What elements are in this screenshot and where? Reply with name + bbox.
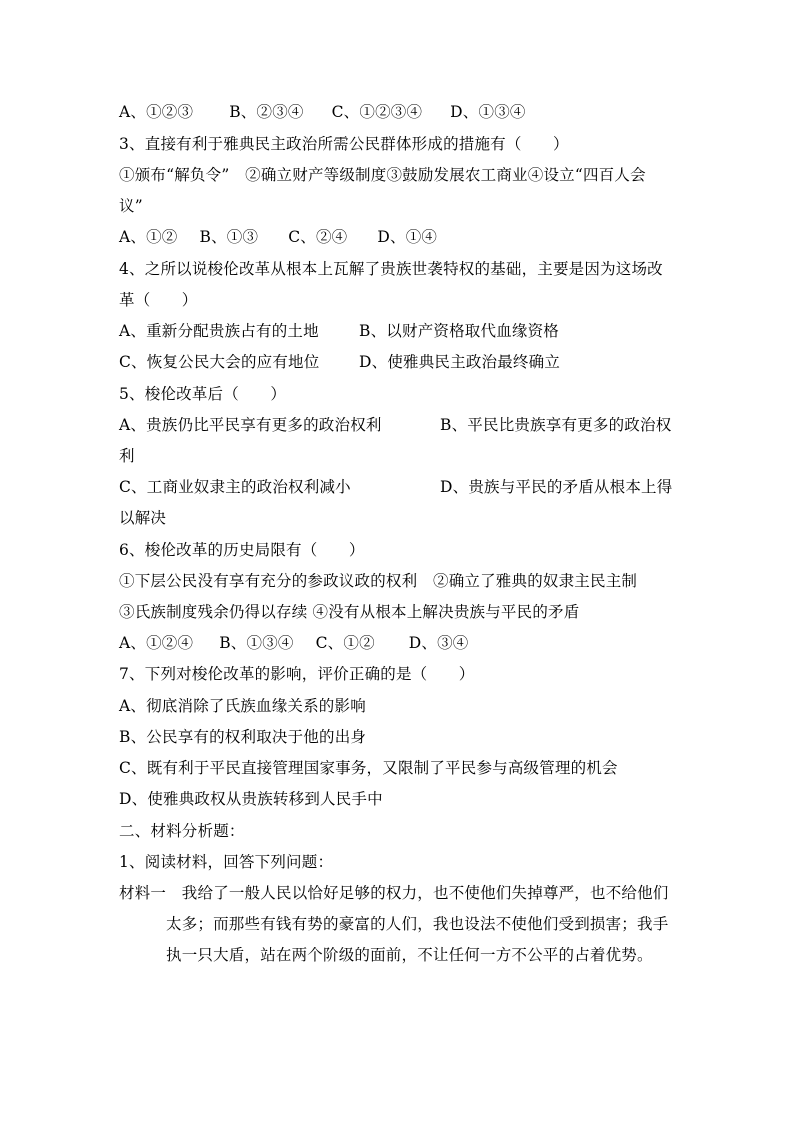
q3-options-row [119,227,437,247]
section2-title: 二、材料分析题： [119,822,245,840]
q6-items-line1: ①下层公民没有享有充分的参政议政的权利 ②确立了雅典的奴隶主民主制 [119,572,638,590]
q5-option-d-wrap: 以解决 [119,509,167,527]
q4-stem-line2: 革（ ） [119,291,198,309]
q4-option-d: D、使雅典民主政治最终确立 [359,353,561,371]
q3-option-c: C、②④ [288,228,348,246]
q5-options-row1 [119,415,672,435]
q3-option-a: A、①② [119,228,178,246]
q2-options-row [119,102,526,122]
q4-options-row2 [119,352,561,372]
q6-items-line2: ③氏族制度残余仍得以存续 ④没有从根本上解决贵族与平民的矛盾 [119,603,580,621]
q5-option-b-wrap: 利 [119,447,135,465]
q7-option-b: B、公民享有的权利取决于他的出身 [119,728,367,746]
material1-line1: 材料一 我给了一般人民以恰好足够的权力，也不使他们失掉尊严，也不给他们 [119,884,669,902]
section2-q1-stem: 1、阅读材料，回答下列问题： [119,853,334,871]
q7-option-a: A、彻底消除了氏族血缘关系的影响 [119,697,366,715]
q7-option-c: C、既有利于平民直接管理国家事务，又限制了平民参与高级管理的机会 [119,759,618,777]
q6-stem: 6、梭伦改革的历史局限有（ ） [119,541,365,559]
q4-option-c: C、恢复公民大会的应有地位 [119,353,320,371]
q6-option-a: A、①②④ [119,634,194,652]
q2-option-a: A、①②③ [119,103,194,121]
q3-items-line1: ①颁布“解负令” ②确立财产等级制度③鼓励发展农工商业④设立“四百人会 [119,166,646,184]
q2-option-b: B、②③④ [229,103,304,121]
q4-option-b: B、以财产资格取代血缘资格 [359,322,559,340]
q4-stem-line1: 4、之所以说梭伦改革从根本上瓦解了贵族世袭特权的基础，主要是因为这场改 [119,260,663,278]
material1-line3: 执一只大盾，站在两个阶级的面前，不让任何一方不公平的占着优势。 [166,946,653,964]
q6-option-d: D、③④ [408,634,469,652]
q3-option-b: B、①③ [199,228,259,246]
q5-option-c: C、工商业奴隶主的政治权利减小 [119,478,351,496]
q6-options-row [119,633,469,653]
q5-option-a: A、贵族仍比平民享有更多的政治权利 [119,416,382,434]
q2-option-d: D、①③④ [450,103,526,121]
q6-option-c: C、①② [315,634,375,652]
q4-option-a: A、重新分配贵族占有的土地 [119,322,319,340]
q2-option-c: C、①②③④ [331,103,423,121]
q4-options-row1 [119,321,559,341]
material1-line2: 太多；而那些有钱有势的豪富的人们，我也设法不使他们受到损害；我手 [166,915,669,933]
q6-option-b: B、①③④ [219,634,294,652]
q7-stem: 7、下列对梭伦改革的影响，评价正确的是（ ） [119,665,475,683]
q7-option-d: D、使雅典政权从贵族转移到人民手中 [119,790,383,808]
q5-options-row2 [119,477,673,497]
q5-option-b: B、平民比贵族享有更多的政治权 [440,416,672,434]
q3-stem: 3、直接有利于雅典民主政治所需公民群体形成的措施有（ ） [119,135,569,153]
q5-option-d: D、贵族与平民的矛盾从根本上得 [440,478,673,496]
q3-option-d: D、①④ [377,228,438,246]
q5-stem: 5、梭伦改革后（ ） [119,385,287,403]
q3-items-line2: 议” [119,197,143,215]
